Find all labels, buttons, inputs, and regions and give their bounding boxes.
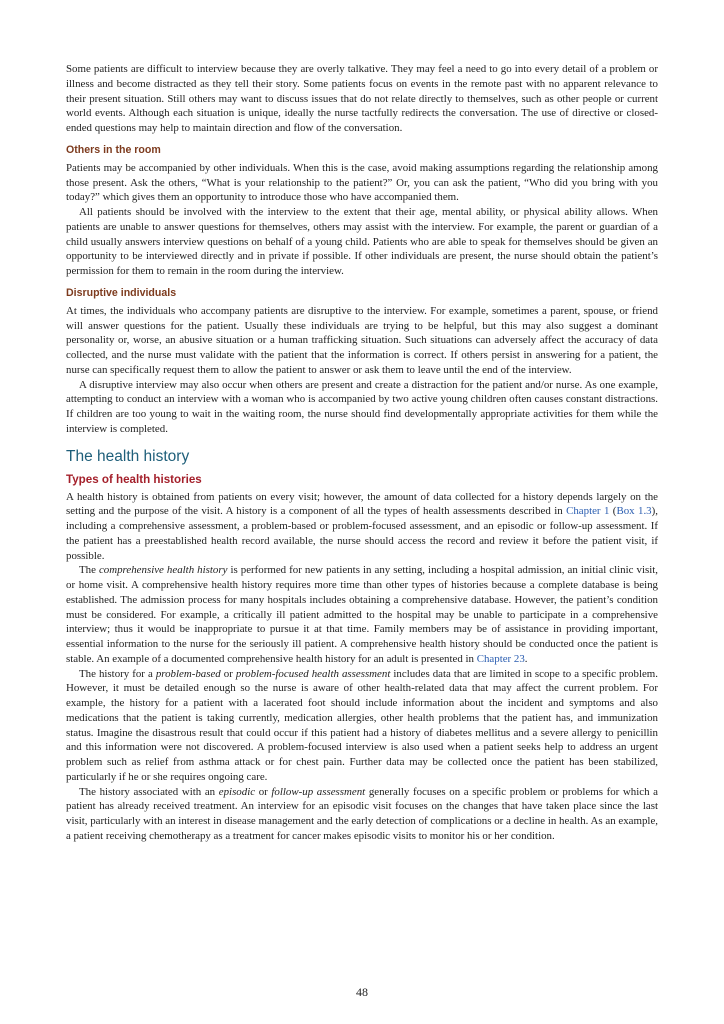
emphasis-term: problem-based xyxy=(155,667,221,680)
paragraph: Some patients are difficult to interview because they are overly talkative. They may feel a need to go into every detail of a problem or illness and become distracted as they tell their story. Some patients focus on events in the remote past with no apparent relevance to their present situation. Still others may want to discuss issues that do not relate directly to themselves, such as other people or current world events. Although each situation is unique, ideally the nurse tactfully redirects the conversation. The use of directive or closed-ended questions may help to maintain direction and flow of the conversation. xyxy=(66,63,658,134)
section-heading-others-in-room: Others in the room xyxy=(66,143,161,156)
paragraph: At times, the individuals who accompany patients are disruptive to the interview. For example, sometimes a parent, spouse, or friend will answer questions for the patient. Usually these individuals are trying to be helpful, but this may also suggest a dominant personality or, worse, an abusive situation or a human trafficking situation. Such situations can adversely affect the accuracy of data collected, and the nurse must validate with the patient that the information is correct. If others persist in answering for a patient, the nurse can specifically request them to allow the patient to answer or ask them to leave until the end of the interview. xyxy=(66,304,658,376)
text-run: The history for a xyxy=(79,667,156,680)
text-run: ), including a comprehensive assessment, a problem-based or problem-focused assessment, and an episodic or follow-up assessment. If the patient has a preestablished health record available, the nurse should access the record and review it before the patient visit, if possible. xyxy=(66,505,658,562)
page-body xyxy=(66,62,658,844)
paragraph xyxy=(66,667,658,785)
emphasis-term: problem-focused health assessment xyxy=(235,667,391,680)
chapter-section-title: The health history xyxy=(66,447,190,465)
emphasis-term: follow-up assessment xyxy=(271,785,366,798)
section-heading-disruptive-individuals: Disruptive individuals xyxy=(66,286,177,299)
paragraph: A disruptive interview may also occur when others are present and create a distraction for the patient and/or nurse. As one example, attempting to conduct an interview with a woman who is accompanied by two active young children often causes constant distractions. If children are too young to wait in the waiting room, the nurse should find developmentally appropriate activities for them while the interview is completed. xyxy=(66,378,658,435)
emphasis-term: comprehensive health history xyxy=(98,564,228,577)
subsection-heading-types: Types of health histories xyxy=(66,472,202,486)
paragraph: Patients may be accompanied by other individuals. When this is the case, avoid making assumptions regarding the relationship among those present. Ask the others, “What is your relationship to the patient?” Or, you can ask the patient, “Who did you bring with you today?” which gives them an opportunity to introduce those who have accompanied them. xyxy=(66,161,658,204)
text-run: . xyxy=(524,652,528,665)
emphasis-term: episodic xyxy=(218,785,256,798)
text-run: or xyxy=(255,785,272,798)
text-run: generally focuses on a specific problem or problems for which a patient has already received treatment. An interview for an episodic visit focuses on the changes that have taken place since the last visit, particularly with an interest in disease management and the early detection of complications or a decline in health. As an example, a patient receiving chemotherapy as a treatment for cancer makes episodic visits to monitor his or her condition. xyxy=(66,785,658,842)
text-run: includes data that are limited in scope to a specific problem. However, it must be detailed enough so the nurse is aware of other health-related data that may affect the current problem. For example, the history for a patient with a lacerated foot should include information about the incident and symptoms and also medications that the patient is taking currently, medication allergies, other health problems that the patient has, and immunization status. Imagine the disastrous result that could occur if this patient had a history of diabetes mellitus and a severe allergy to penicillin and this information were not discovered. A problem-focused interview is also used when a patient seeks help to address an urgent problem such as relief from asthma attack or for chest pain. Further data may be collected once the patient has been stabilized, particularly if he or she requires ongoing care. xyxy=(66,667,658,783)
box-1-3-link[interactable]: Box 1.3 xyxy=(616,505,652,518)
paragraph: All patients should be involved with the interview to the extent that their age, mental ability, or physical ability allows. When patients are unable to answer questions for themselves, others may assist with the interview. For example, the parent or guardian of a child usually answers interview questions on behalf of a young child. Patients who are able to speak for themselves should be given an opportunity to be interviewed directly and in private if possible. If other individuals are present, the nurse should obtain the patient’s permission for them to remain in the room during the interview. xyxy=(66,206,658,277)
chapter-1-link[interactable]: Chapter 1 xyxy=(566,505,610,518)
page-number: 48 xyxy=(356,985,368,999)
chapter-23-link[interactable]: Chapter 23 xyxy=(476,652,525,665)
text-run: is performed for new patients in any setting, including a hospital admission, an initial clinic visit, or home visit. A comprehensive health history requires more time than other types of histories because a complete database is being established. The admission process for many hospitals includes obtaining a comprehensive database. However, the patient’s condition must be considered. For example, a critically ill patient admitted to the hospital may be unable to participate in a comprehensive interview; thus it would be inappropriate to pursue it at that time. Family members may be of assistance in providing important, essential information to the nurse for the seriously ill patient. A comprehensive health history should be conducted once the patient is stable. An example of a documented comprehensive health history for an adult is presented in xyxy=(66,564,658,665)
text-run: ( xyxy=(609,505,617,518)
text-run: A health history is obtained from patients on every visit; however, the amount of data collected for a history depends largely on the setting and the purpose of the visit. A history is a component of all the types of health assessments described in xyxy=(66,490,658,518)
text-run: The xyxy=(79,564,99,577)
text-run: or xyxy=(220,667,236,680)
paragraph xyxy=(66,563,658,666)
text-run: The history associated with an xyxy=(79,785,219,798)
paragraph xyxy=(66,785,658,844)
paragraph xyxy=(66,490,658,564)
